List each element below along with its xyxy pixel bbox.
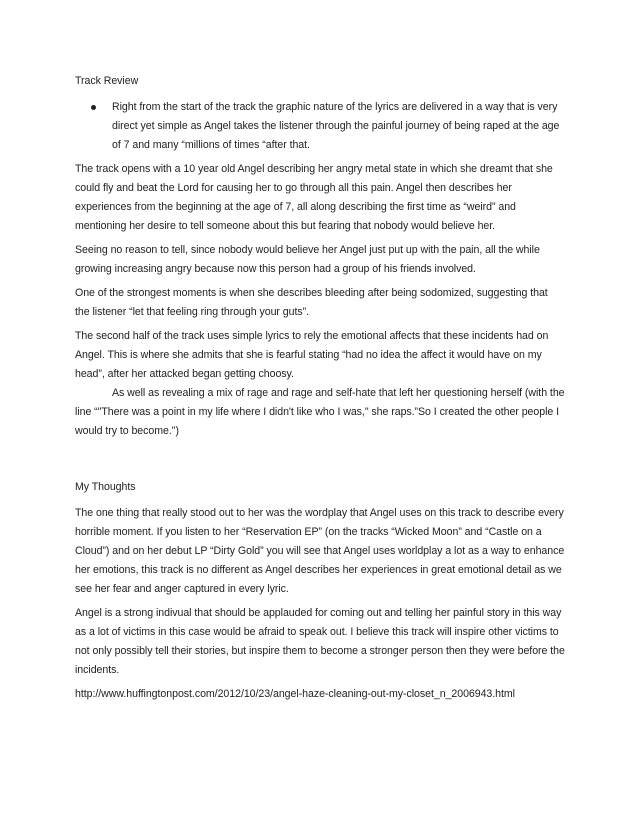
track-review-bullet-item xyxy=(75,98,565,155)
track-review-paragraph-3: One of the strongest moments is when she describes bleeding after being sodomized, suggesting that the listener “let that feeling ring through your guts”. xyxy=(75,287,548,318)
source-link-paragraph xyxy=(75,685,565,704)
track-review-paragraph-1: The track opens with a 10 year old Angel describing her angry metal state in which she dreamt that she could fly and beat the Lord for causing her to go through all this pain. Angel then describes her experiences from the beginning at the age of 7, all along describing the first time as “weird” and mentioning her desire to tell someone about this but fearing that nobody would believe her. xyxy=(75,163,553,232)
track-review-bullet-text: Right from the start of the track the graphic nature of the lyrics are delivered in a way that is very direct yet simple as Angel takes the listener through the painful journey of being raped at the age of 7 and many “millions of times “after that. xyxy=(112,101,560,151)
document-page xyxy=(75,72,565,704)
track-review-indented-paragraph xyxy=(75,384,565,441)
my-thoughts-paragraph-2: Angel is a strong indivual that should be applauded for coming out and telling her painful story in this way as a lot of victims in this case would be afraid to speak out. I believe this track will inspire other victims to not only possibly tell their stories, but inspire them to become a stronger person then they were before the incidents. xyxy=(75,607,565,676)
track-review-indented-text: As well as revealing a mix of rage and rage and self-hate that left her questioning herself (with the line “"There was a point in my life where I didn't like who I was," she raps.”So I created the other people I would try to become.") xyxy=(75,387,565,437)
track-review-paragraph-4: The second half of the track uses simple lyrics to rely the emotional affects that these incidents had on Angel. This is where she admits that she is fearful stating “had no idea the affect it would have on my head”, after her attacked began getting choosy. xyxy=(75,330,549,380)
track-review-heading: Track Review xyxy=(75,75,139,87)
my-thoughts-heading: My Thoughts xyxy=(75,481,136,493)
source-link[interactable]: http://www.huffingtonpost.com/2012/10/23/angel-haze-cleaning-out-my-closet_n_2006943.html xyxy=(75,688,515,700)
track-review-paragraph-2: Seeing no reason to tell, since nobody would believe her Angel just put up with the pain, all the while growing increasing angry because now this person had a group of his friends involved. xyxy=(75,244,540,275)
track-review-bullet-list xyxy=(75,98,565,155)
my-thoughts-paragraph-1: The one thing that really stood out to her was the wordplay that Angel uses on this track to describe every horrible moment. If you listen to her “Reservation EP” (on the tracks “Wicked Moon” and “Castle on a Cloud”) and on her debut LP “Dirty Gold” you will see that Angel uses worldplay a lot as a way to enhance her emotions, this track is no different as Angel describes her experiences in great emotional detail as we see her fear and anger captured in every lyric. xyxy=(75,507,565,595)
bullet-dot-icon xyxy=(91,105,96,110)
